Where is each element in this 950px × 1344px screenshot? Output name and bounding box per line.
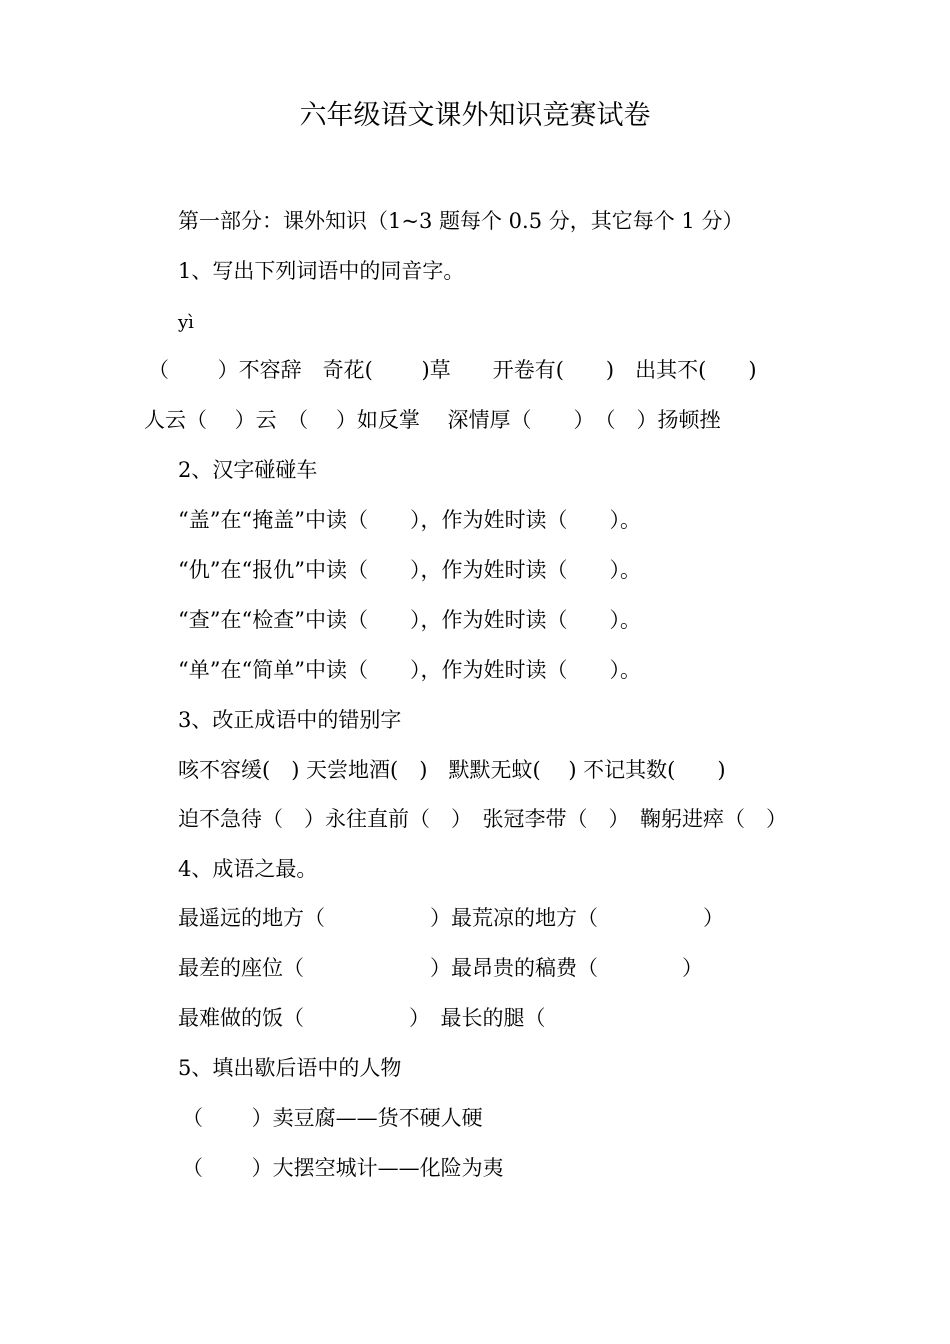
question-5-item-2: （ ）大摆空城计——化险为夷: [182, 1156, 504, 1180]
question-3-row-1: 咳不容缓( ) 天尝地酒( ) 默默无蚊( ) 不记其数( ): [178, 758, 726, 782]
question-3-row-2: 迫不急待（ ）永往直前（ ） 张冠李带（ ） 鞠躬进瘁（ ）: [178, 807, 787, 831]
question-4-row-2: 最差的座位（ ）最昂贵的稿费（ ）: [178, 956, 703, 980]
question-4-heading: 4、成语之最。: [178, 857, 318, 881]
question-2-item-4: “单”在“简单”中读（ ），作为姓时读（ ）。: [178, 658, 641, 682]
question-1-row-2: 人云（ ）云 （ ）如反掌 深情厚（ ） （ ）扬顿挫: [144, 408, 721, 432]
question-1-row-1: （ ）不容辞 奇花( )草 开卷有( ) 出其不( ): [148, 358, 757, 382]
question-5-item-1: （ ）卖豆腐——货不硬人硬: [182, 1106, 483, 1130]
question-2-item-3: “查”在“检查”中读（ ），作为姓时读（ ）。: [178, 608, 641, 632]
question-2-heading: 2、汉字碰碰车: [178, 458, 318, 482]
question-4-row-3: 最难做的饭（ ） 最长的腿（: [178, 1006, 546, 1030]
pinyin-hint: yì: [178, 312, 194, 333]
question-1-heading: 1、写出下列词语中的同音字。: [178, 259, 465, 283]
part1-header: 第一部分：课外知识（1~3 题每个 0.5 分，其它每个 1 分）: [178, 209, 744, 233]
question-3-heading: 3、改正成语中的错别字: [178, 708, 402, 732]
question-5-heading: 5、填出歇后语中的人物: [178, 1056, 402, 1080]
question-2-item-1: “盖”在“掩盖”中读（ ），作为姓时读（ ）。: [178, 508, 641, 532]
page-title: 六年级语文课外知识竞赛试卷: [299, 100, 651, 131]
question-2-item-2: “仇”在“报仇”中读（ ），作为姓时读（ ）。: [178, 558, 641, 582]
question-4-row-1: 最遥远的地方（ ）最荒凉的地方（ ）: [178, 906, 724, 930]
